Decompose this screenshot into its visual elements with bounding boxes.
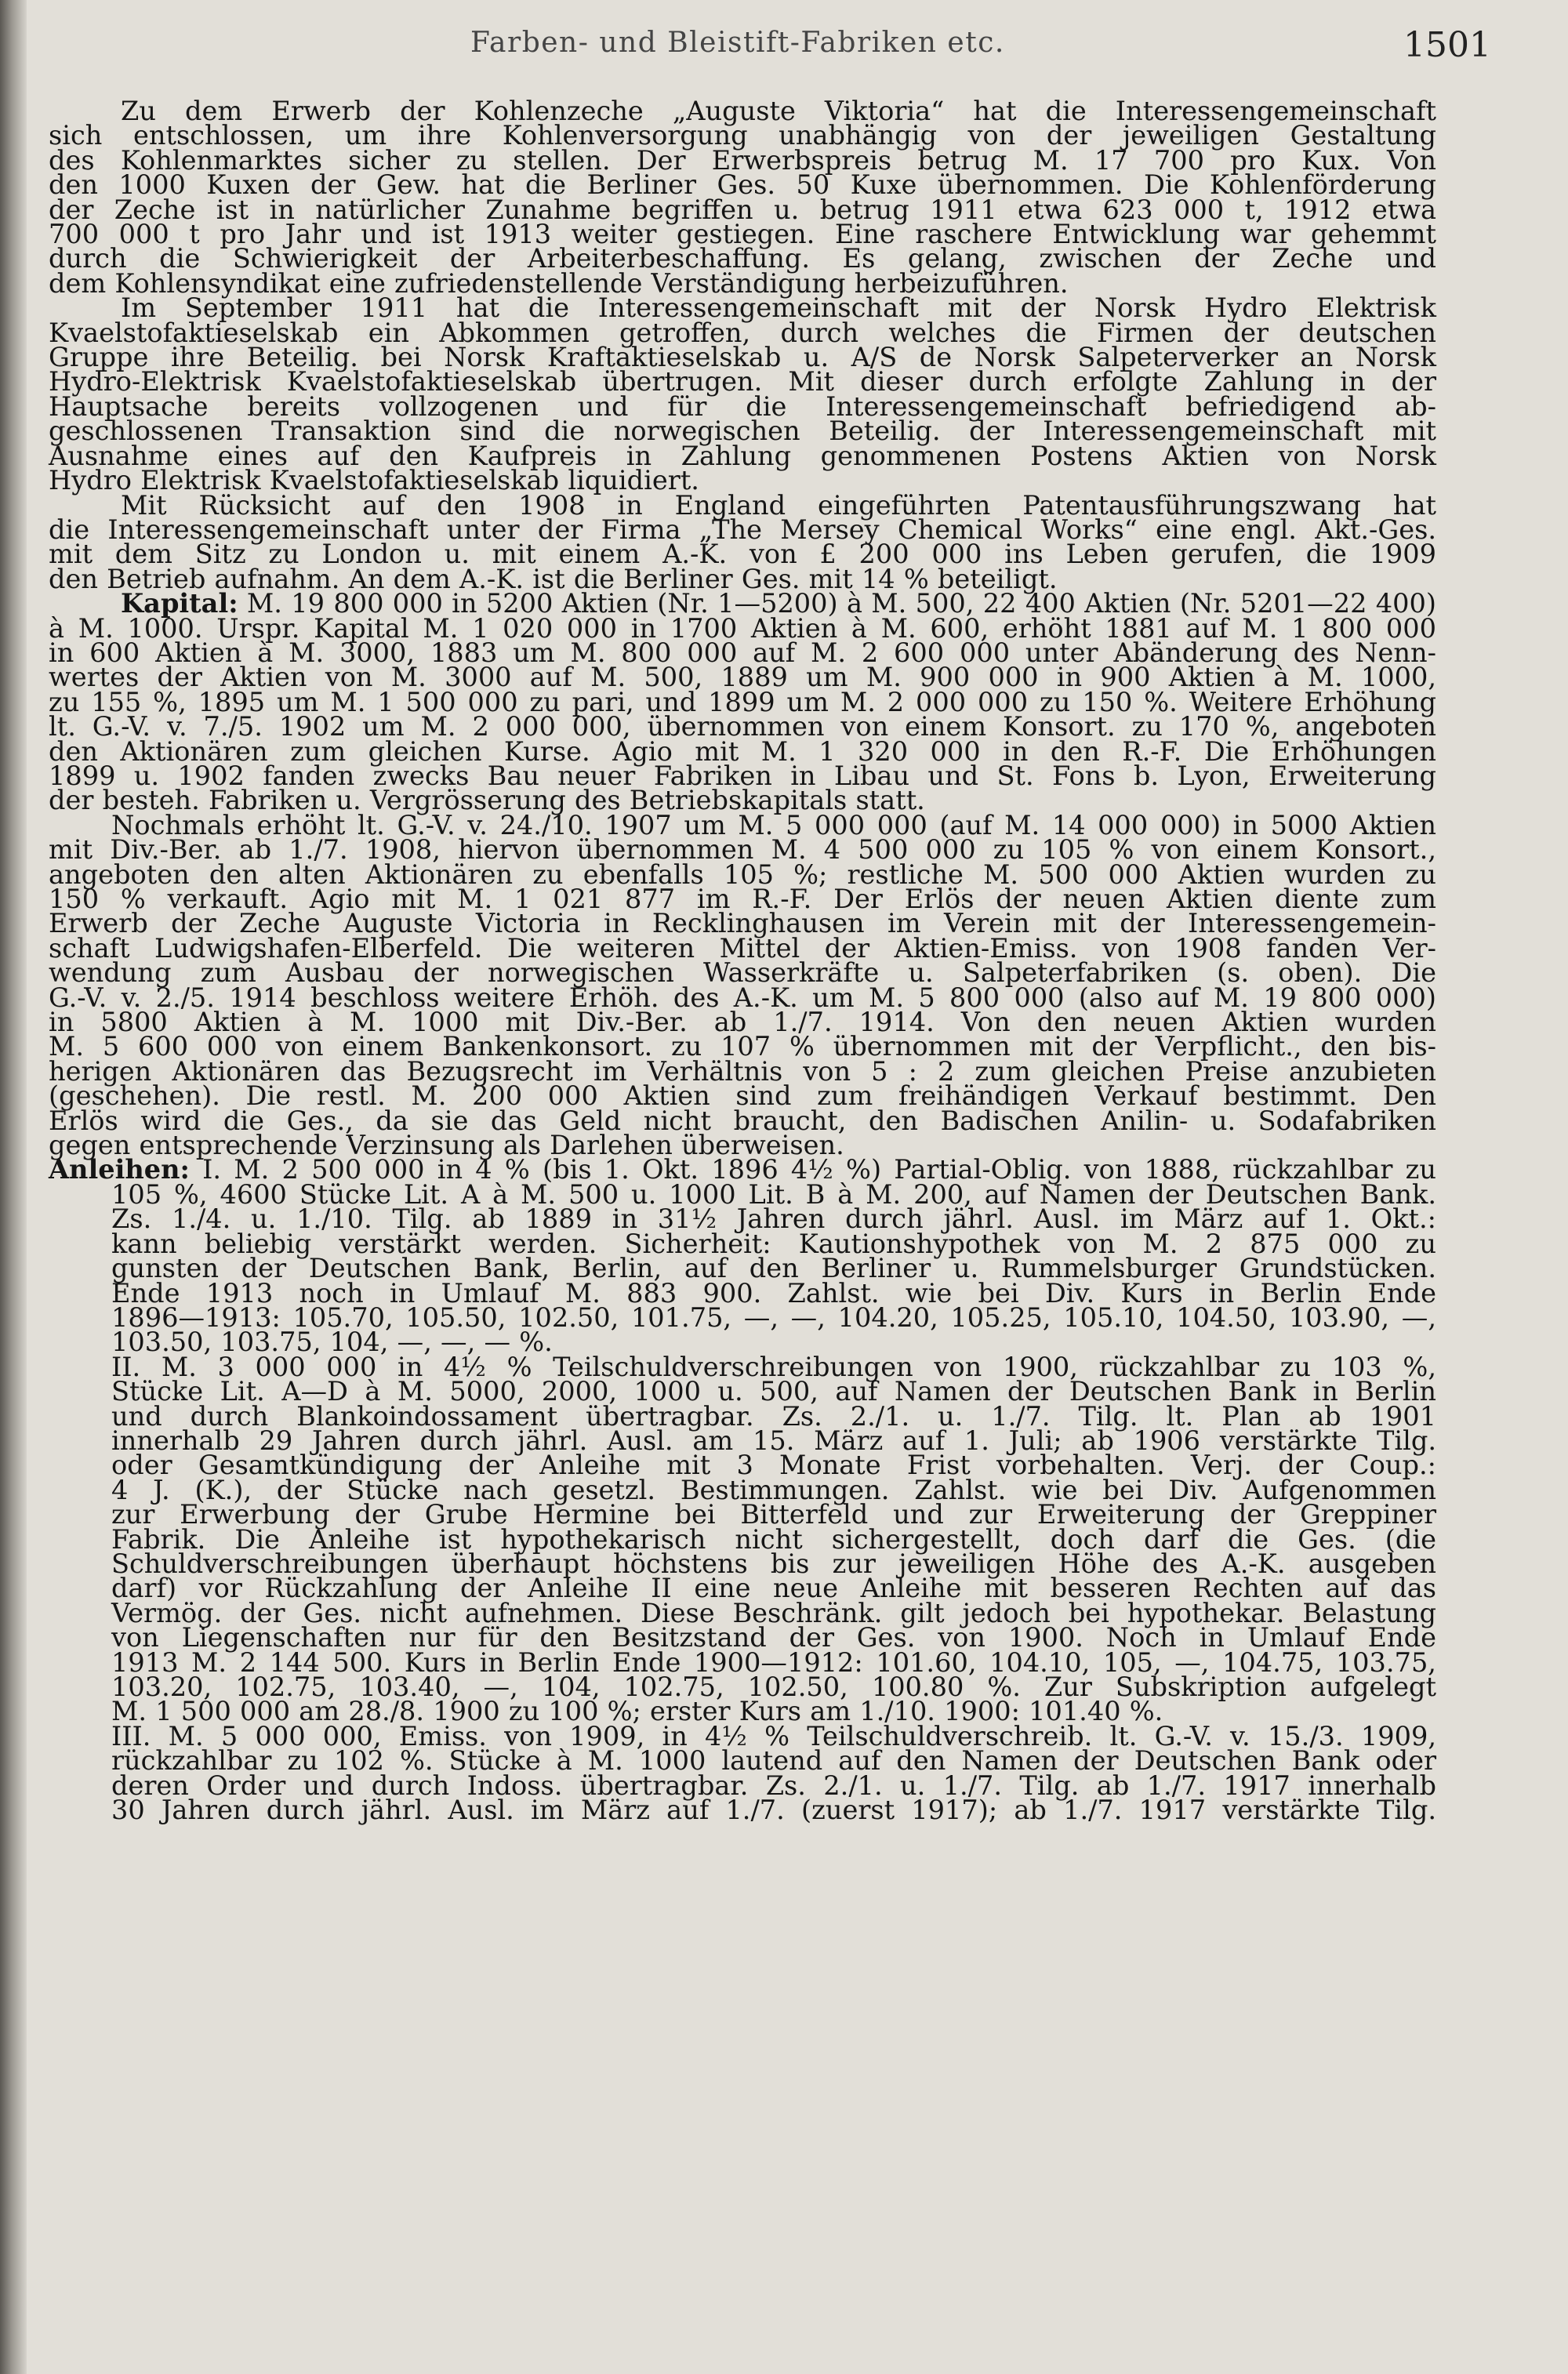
line-text: den 1000 Kuxen der Gew. hat die Berliner Ges. 50 Kuxe übernommen. Die Kohlenförderung (49, 169, 1436, 201)
page-header (470, 25, 1491, 74)
line-text: Ausnahme eines auf den Kaufpreis in Zahlung genommenen Postens Aktien von Norsk (49, 440, 1436, 471)
line-text: angeboten den alten Aktionären zu ebenfalls 105 %; restliche M. 500 000 Aktien wurden zu (49, 858, 1436, 890)
line-text: 103.20, 102.75, 103.40, —, 104, 102.75, 102.50, 100.80 %. Zur Subskription aufgelegt (111, 1672, 1436, 1702)
line-text: Hydro-Elektrisk Kvaelstofaktieselskab übertrugen. Mit dieser durch erfolgte Zahlung in der (49, 366, 1436, 397)
line-text: 103.50, 103.75, 104, —, —, — %. (111, 1327, 553, 1358)
line-text: lt. G.-V. v. 7./5. 1902 um M. 2 000 000, übernommen von einem Konsort. zu 170 %, angeboten (49, 711, 1436, 742)
line-text: gunsten der Deutschen Bank, Berlin, auf den Berliner u. Rummelsburger Grundstücken. (111, 1253, 1436, 1284)
line-text: 150 % verkauft. Agio mit M. 1 021 877 im R.-F. Der Erlös der neuen Aktien diente zum (49, 884, 1436, 914)
line-text: in 5800 Aktien à M. 1000 mit Div.-Ber. ab 1./7. 1914. Von den neuen Aktien wurden (49, 1007, 1436, 1038)
line-text: (geschehen). Die restl. M. 200 000 Aktien sind zum freihändigen Verkauf bestimmt. Den (49, 1080, 1436, 1112)
line-text: 700 000 t pro Jahr und ist 1913 weiter gestiegen. Eine raschere Entwicklung war gehemmt (49, 219, 1436, 250)
line-text: Erlös wird die Ges., da sie das Geld nicht braucht, den Badischen Anilin- u. Sodafabriken (49, 1105, 1436, 1136)
line-text: zu 155 %, 1895 um M. 1 500 000 zu pari, und 1899 um M. 2 000 000 zu 150 %. Weitere Erhöhung (49, 686, 1436, 717)
line-text: M. 19 800 000 in 5200 Aktien (Nr. 1—5200) à M. 500, 22 400 Aktien (Nr. 5201—22 400) (238, 588, 1436, 619)
section-label: Anleihen: (49, 1153, 190, 1185)
line-text: Hydro Elektrisk Kvaelstofaktieselskab liquidiert. (49, 465, 699, 496)
line-text: II. M. 3 000 000 in 4½ % Teilschuldverschreibungen von 1900, rückzahlbar zu 103 %, (111, 1351, 1436, 1382)
line-text: sich entschlossen, um ihre Kohlenversorgung unabhängig von der jeweiligen Gestaltung (49, 120, 1436, 151)
line-text: gegen entsprechende Verzinsung als Darlehen überweisen. (49, 1130, 844, 1161)
line-text: innerhalb 29 Jahren durch jährl. Ausl. am 15. März auf 1. Juli; ab 1906 verstärkte Tilg. (111, 1425, 1436, 1456)
line-text: zur Erwerbung der Grube Hermine bei Bitterfeld und zur Erweiterung der Greppiner (111, 1499, 1436, 1530)
running-title: Farben- und Bleistift-Fabriken etc. (470, 27, 1005, 59)
line-text: à M. 1000. Urspr. Kapital M. 1 020 000 in 1700 Aktien à M. 600, erhöht 1881 auf M. 1 800 000 (49, 612, 1436, 644)
line-text: wendung zum Ausbau der norwegischen Wasserkräfte u. Salpeterfabriken (s. oben). Die (49, 957, 1436, 989)
line-text: M. 5 600 000 von einem Bankenkonsort. zu 107 % übernommen mit der Verpflicht., den bis- (49, 1031, 1436, 1062)
line-text: die Interessengemeinschaft unter der Firma „The Mersey Chemical Works“ eine engl. Akt.-Ges. (49, 514, 1436, 545)
line-text: darf) vor Rückzahlung der Anleihe II eine neue Anleihe mit besseren Rechten auf das (111, 1573, 1436, 1604)
line-text: Erwerb der Zeche Auguste Victoria in Recklinghausen im Verein mit der Interessengemein- (49, 908, 1436, 939)
line-text: Schuldverschreibungen überhaupt höchstens bis zur jeweiligen Höhe des A.-K. ausgeben (111, 1548, 1436, 1579)
line-text: der besteh. Fabriken u. Vergrösserung des Betriebskapitals statt. (49, 785, 925, 816)
line-text: 105 %, 4600 Stücke Lit. A à M. 500 u. 1000 Lit. B à M. 200, auf Namen der Deutschen Bank. (111, 1178, 1436, 1210)
line-text: 1899 u. 1902 fanden zwecks Bau neuer Fabriken in Libau und St. Fons b. Lyon, Erweiterung (49, 760, 1436, 791)
body-text (49, 96, 1436, 1826)
section-label: Kapital: (121, 587, 238, 619)
line-text: Stücke Lit. A—D à M. 5000, 2000, 1000 u. 500, auf Namen der Deutschen Bank in Berlin (111, 1376, 1436, 1407)
line-text: mit dem Sitz zu London u. mit einem A.-K. von £ 200 000 ins Leben gerufen, die 1909 (49, 539, 1436, 570)
line-text: den Betrieb aufnahm. An dem A.-K. ist die Berliner Ges. mit 14 % beteiligt. (49, 563, 1058, 594)
line-text: schaft Ludwigshafen-Elberfeld. Die weiteren Mittel der Aktien-Emiss. von 1908 fanden Ver- (49, 932, 1436, 964)
line-text: deren Order und durch Indoss. übertragbar. Zs. 2./1. u. 1./7. Tilg. ab 1./7. 1917 innerhalb (111, 1770, 1436, 1801)
line-text: Im September 1911 hat die Interessengemeinschaft mit der Norsk Hydro Elektrisk (121, 292, 1436, 324)
line-text: rückzahlbar zu 102 %. Stücke à M. 1000 lautend auf den Namen der Deutschen Bank oder (111, 1745, 1436, 1777)
line-text: Zs. 1./4. u. 1./10. Tilg. ab 1889 in 31½ Jahren durch jährl. Ausl. im März auf 1. Okt.: (111, 1203, 1436, 1235)
line-text: oder Gesamtkündigung der Anleihe mit 3 Monate Frist vorbehalten. Verj. der Coup.: (111, 1450, 1436, 1481)
line-text: den Aktionären zum gleichen Kurse. Agio mit M. 1 320 000 in den R.-F. Die Erhöhungen (49, 735, 1436, 767)
line-text: M. 1 500 000 am 28./8. 1900 zu 100 %; erster Kurs am 1./10. 1900: 101.40 %. (111, 1696, 1163, 1727)
line-text: Mit Rücksicht auf den 1908 in England eingeführten Patentausführungszwang hat (121, 489, 1436, 521)
line-text: geschlossenen Transaktion sind die norwegischen Beteilig. der Interessengemeinschaft mit (49, 416, 1436, 447)
line-text: III. M. 5 000 000, Emiss. von 1909, in 4½ % Teilschuldverschreib. lt. G.-V. v. 15./3. 1909, (111, 1720, 1436, 1751)
line-text: von Liegenschaften nur für den Besitzstand der Ges. von 1900. Noch in Umlauf Ende (111, 1622, 1436, 1653)
line-text: Zu dem Erwerb der Kohlenzeche „Auguste Viktoria“ hat die Interessengemeinschaft (121, 96, 1436, 126)
line-text: 4 J. (K.), der Stücke nach gesetzl. Bestimmungen. Zahlst. wie bei Div. Aufgenommen (111, 1474, 1436, 1505)
line-text: Vermög. der Ges. nicht aufnehmen. Diese Beschränk. gilt jedoch bei hypothekar. Belastung (111, 1597, 1436, 1628)
line-text: 1896—1913: 105.70, 105.50, 102.50, 101.75, —, —, 104.20, 105.25, 105.10, 104.50, 103.90, —, (111, 1301, 1436, 1333)
line-text: herigen Aktionären das Bezugsrecht im Verhältnis von 5 : 2 zum gleichen Preise anzubieten (49, 1055, 1436, 1087)
line-text: des Kohlenmarktes sicher zu stellen. Der Erwerbspreis betrug M. 17 700 pro Kux. Von (49, 144, 1436, 176)
line-text: wertes der Aktien von M. 3000 auf M. 500, 1889 um M. 900 000 in 900 Aktien à M. 1000, (49, 662, 1436, 693)
line-text: Kvaelstofaktieselskab ein Abkommen getroffen, durch welches die Firmen der deutschen (49, 317, 1436, 348)
line-text: 30 Jahren durch jährl. Ausl. im März auf 1./7. (zuerst 1917); ab 1./7. 1917 verstärkte Tilg. (111, 1795, 1436, 1826)
line-text: mit Div.-Ber. ab 1./7. 1908, hiervon übernommen M. 4 500 000 zu 105 % von einem Konsort., (49, 834, 1436, 866)
line-text: Nochmals erhöht lt. G.-V. v. 24./10. 1907 um M. 5 000 000 (auf M. 14 000 000) in 5000 Aktien (111, 809, 1436, 840)
line-text: Fabrik. Die Anleihe ist hypothekarisch nicht sichergestellt, doch darf die Ges. (die (111, 1523, 1436, 1555)
line-text: in 600 Aktien à M. 3000, 1883 um M. 800 000 auf M. 2 600 000 unter Abänderung des Nenn- (49, 637, 1436, 668)
line-text: 1913 M. 2 144 500. Kurs in Berlin Ende 1900—1912: 101.60, 104.10, 105, —, 104.75, 103.75, (111, 1646, 1436, 1678)
line-text: Ende 1913 noch in Umlauf M. 883 900. Zahlst. wie bei Div. Kurs in Berlin Ende (111, 1277, 1436, 1309)
line-text: durch die Schwierigkeit der Arbeiterbeschaffung. Es gelang, zwischen der Zeche und (49, 243, 1436, 274)
line-text: kann beliebig verstärkt werden. Sicherheit: Kautionshypothek von M. 2 875 000 zu (111, 1228, 1436, 1259)
line-text: Hauptsache bereits vollzogenen und für die Interessengemeinschaft befriedigend ab- (49, 390, 1436, 422)
line-text: dem Kohlensyndikat eine zufriedenstellende Verständigung herbeizuführen. (49, 267, 1069, 299)
line-text: Gruppe ihre Beteilig. bei Norsk Kraftaktieselskab u. A/S de Norsk Salpeterverker an Norsk (49, 342, 1436, 373)
page-number: 1501 (1403, 25, 1491, 65)
line-text: und durch Blankoindossament übertragbar. Zs. 2./1. u. 1./7. Tilg. lt. Plan ab 1901 (111, 1400, 1436, 1432)
line-text: der Zeche ist in natürlicher Zunahme begriffen u. betrug 1911 etwa 623 000 t, 1912 etwa (49, 194, 1436, 225)
text-line (49, 1795, 1436, 1826)
line-text: G.-V. v. 2./5. 1914 beschloss weitere Erhöh. des A.-K. um M. 5 800 000 (also auf M. 19 800 000) (49, 982, 1436, 1013)
binding-gutter (0, 0, 27, 2374)
line-text: I. M. 2 500 000 in 4 % (bis 1. Okt. 1896 4½ %) Partial-Oblig. von 1888, rückzahlbar zu (189, 1154, 1436, 1185)
